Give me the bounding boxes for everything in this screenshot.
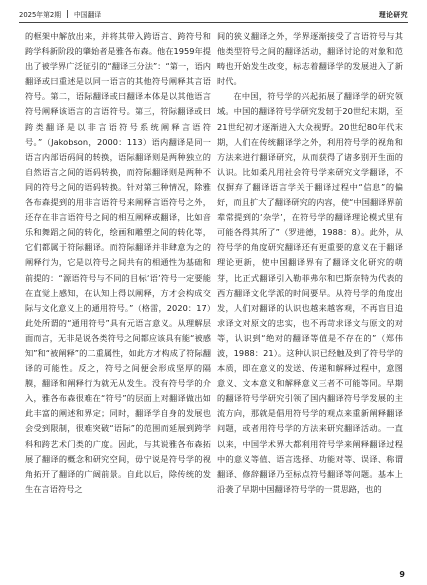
paragraph: 在中国，符号学的兴起拓展了翻译学的研究领域。中国的翻译符号学研究发轫于20世纪末期，至21世纪初才逐渐进入大众视野。20世纪80年代末期，人们在传统翻译学之外，利用符号学的视角和方法来进行翻译研究，从而获得了诸多别开生面的认识。比如柔凡用社会符号学来研究文学翻译，不仅摒弃了翻译语言学关于翻译过程中“信息”的偏好，而且扩大了翻译研究的内容，使“中国翻译界前辈常提到的‘杂学’，在符号学的翻译理论模式里有可能各得其所了”（罗进德，1988：8）。此外，从符号学的角度研究翻译还有更重要的意义在于翻译理论更新，使中国翻译界有了翻译文化研究的萌芽，比正式翻译引入勒菲弗尔和巴斯奈特为代表的西方翻译文化学派的时间要早。从符号学的角度出发，人们对翻译的认识也越来越客观，不再盲目追求译文对原文的忠实，也不再苛求译文与原文的对等，认识到“绝对的翻译等值是不存在的”（郑伟波，1988：21）。这种认识已经触及到了符号学的本质，即在意义的发送、传递和解释过程中，意图意义、文本意义和解释意义三者不可能等同。早期的翻译符号学研究引领了国内翻译符号学发展的主流方向，那就是倡用符号学的观点来重新阐释翻译问题，或者用符号学的方法来研究翻译活动。一直以来，中国学术界大都利用符号学来阐释翻译过程中的意义等值、语言选择、功能对等、误译、称谓翻译、修辞翻译乃至标点符号翻译等问题。基本上沿袭了早期中国翻译符号学的一贯思路，也的: [217, 91, 403, 494]
section-label: 理论研究: [378, 11, 408, 19]
issue-label: 2025年第2期: [19, 11, 62, 19]
header-left: [19, 9, 101, 19]
header-rule: [19, 22, 408, 23]
paragraph: 的框架中解放出来，并将其带入跨语言、跨符号和跨学科新阶段的肇始者是雅各布森。他在1959年提出了被学界广泛征引的“翻译三分法”：“第一，语内翻译或曰重述是以同一语言的其他符号阐释其言语符号。第二，语际翻译或曰翻译本体是以其他语言符号阐释该语言的言语符号。第三，符际翻译或曰跨类翻译是以非言语符号系统阐释言语符号。”（Jakobson，2000：113）语内翻译是同一语言内部语码间的转换，语际翻译则是两种独立的自然语言之间的语码转换，而符际翻译则是两种不同的符号之间的语码转换。针对第三种情况，除雅各布森提到的用非言语符号来阐释言语符号之外，还存在非言语符号之间的相互阐释或翻译，比如音乐和舞蹈之间的转化，绘画和雕塑之间的转化等，它们都属于符际翻译。而符际翻译并非肆意为之的阐释行为，它是以符号之间共有的相通性为基础和前提的：“源语符号与不同的目标‘语’符号一定要能在直觉上感知，在认知上得以阐释，方才会构成交际与文化意义上的通用符号。”（格雷，2020：17）此处所谓的“通用符号”具有元语言意义。从理解层面而言，无非是说各类符号之间都应该具有能“被感知”和“被阐释”的二重属性，如此方才构成了符际翻译的可能性。反之，符号之间便会形成坚厚的隔膜，翻译和阐释行为就无从发生。没有符号学的介入，雅各布森很难在“符号”的层面上对翻译做出如此丰富的阐述和界定；同时，翻译学自身的发展也会受到限制，很难突破“语际”的范围而延展到跨学科和跨艺术门类的广度。因此，与其说雅各布森拓展了翻译的概念和研究空间，毋宁说是符号学的视角拓开了翻译的广阔前景。自此以后，除传统的发生在言语符号之: [25, 31, 211, 494]
left-column: [25, 29, 211, 565]
running-header: [19, 7, 408, 21]
journal-name: 中国翻译: [74, 11, 102, 19]
paragraph: 间的狭义翻译之外，学界逐渐接受了言语符号与其他类型符号之间的翻译活动，翻译讨论的对象和范畴也开始发生改变，标志着翻译学的发展进入了新时代。: [217, 31, 403, 87]
right-column: [217, 29, 403, 565]
header-divider: [67, 10, 68, 18]
page-number: 9: [399, 570, 405, 579]
